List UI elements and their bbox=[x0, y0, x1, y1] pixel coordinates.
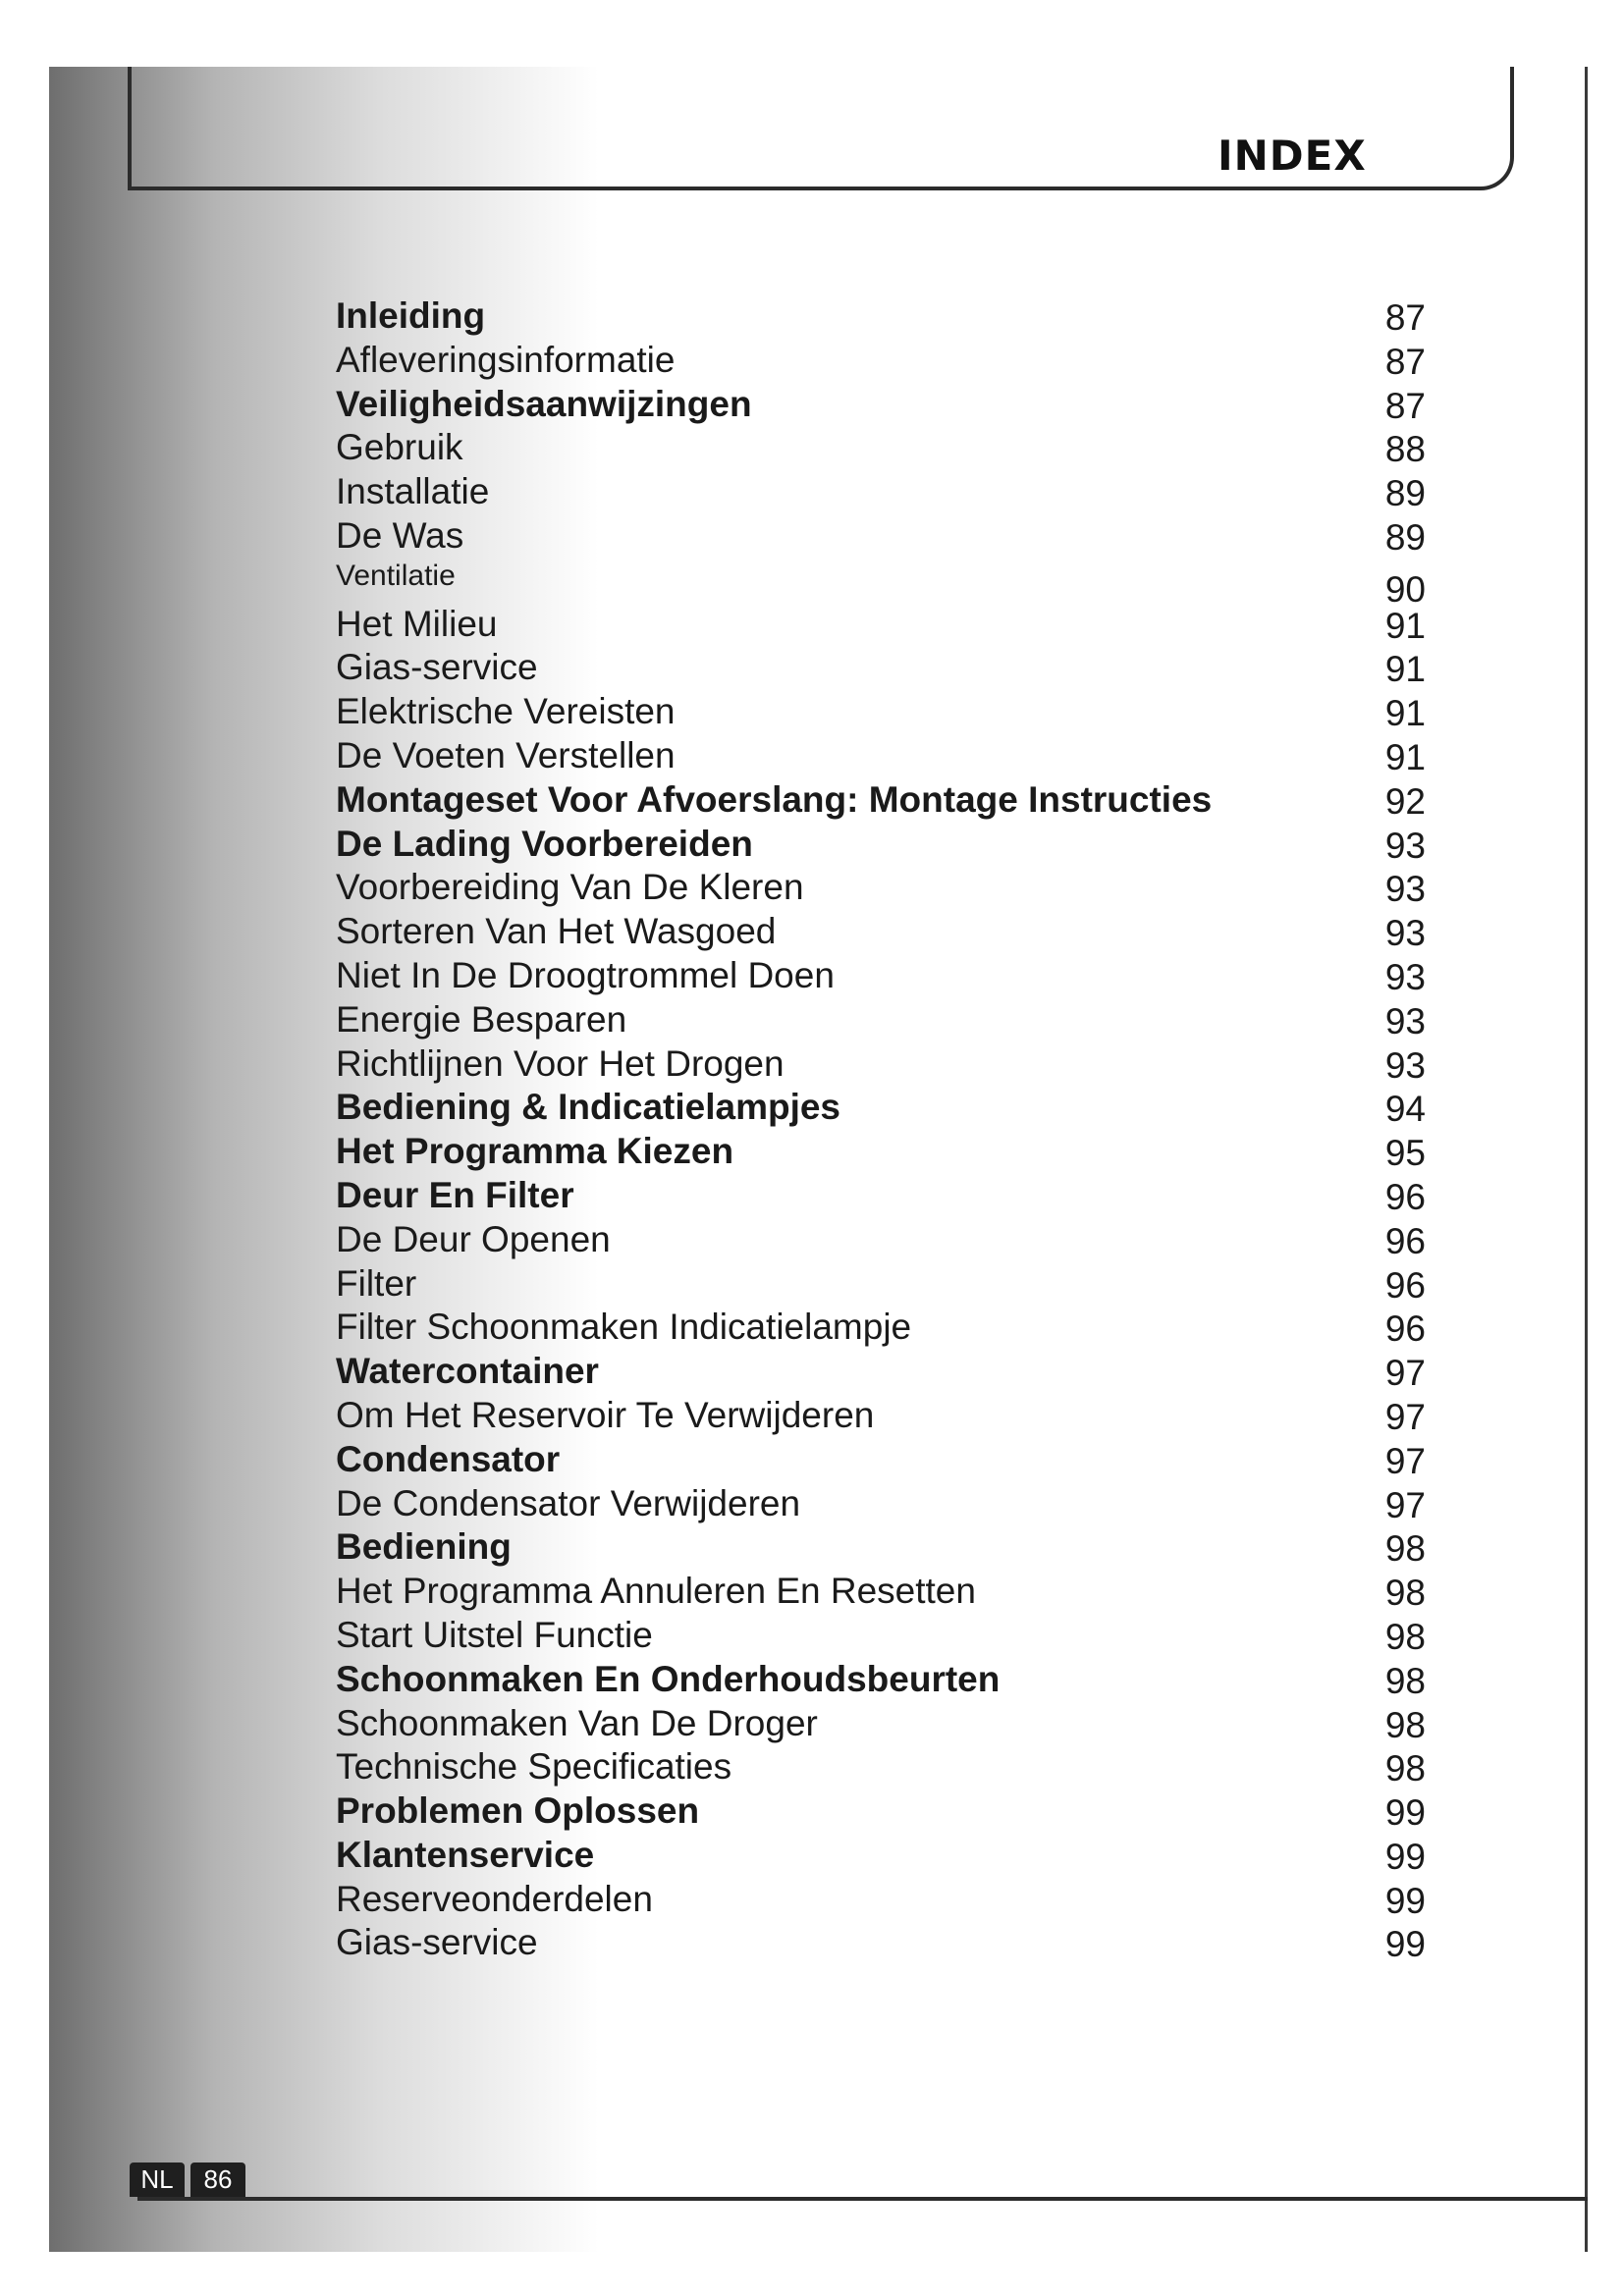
toc-entry bbox=[336, 1921, 1426, 1965]
toc-entry bbox=[336, 1218, 1426, 1262]
toc-entry bbox=[336, 426, 1426, 470]
table-of-contents bbox=[336, 294, 1426, 1965]
toc-entry-page: 96 bbox=[1384, 1264, 1426, 1306]
toc-entry bbox=[336, 910, 1426, 954]
toc-entry-page: 97 bbox=[1384, 1484, 1426, 1525]
toc-entry-page: 88 bbox=[1384, 429, 1426, 470]
toc-entry bbox=[336, 1130, 1426, 1174]
toc-entry bbox=[336, 998, 1426, 1042]
toc-entry-label: Deur En Filter bbox=[336, 1174, 574, 1215]
toc-entry bbox=[336, 734, 1426, 778]
toc-entry-page: 96 bbox=[1384, 1176, 1426, 1217]
toc-entry-label: Sorteren Van Het Wasgoed bbox=[336, 911, 777, 952]
toc-entry-page: 87 bbox=[1384, 297, 1426, 338]
toc-entry bbox=[336, 1658, 1426, 1702]
toc-entry-label: Filter Schoonmaken Indicatielampje bbox=[336, 1307, 912, 1348]
footer-tabs bbox=[130, 2163, 245, 2197]
toc-entry-page: 87 bbox=[1384, 341, 1426, 382]
toc-entry bbox=[336, 1350, 1426, 1394]
toc-entry-page: 90 bbox=[1384, 568, 1426, 610]
toc-entry-page: 97 bbox=[1384, 1353, 1426, 1394]
toc-entry bbox=[336, 1834, 1426, 1878]
toc-entry bbox=[336, 1614, 1426, 1658]
footer-rule bbox=[137, 2197, 1588, 2201]
toc-entry-page: 94 bbox=[1384, 1089, 1426, 1130]
toc-entry-page: 93 bbox=[1384, 1000, 1426, 1041]
toc-entry-page: 93 bbox=[1384, 913, 1426, 954]
toc-entry bbox=[336, 823, 1426, 867]
toc-entry-page: 98 bbox=[1384, 1660, 1426, 1701]
toc-entry-label: Niet In De Droogtrommel Doen bbox=[336, 954, 835, 995]
toc-entry bbox=[336, 1789, 1426, 1834]
toc-entry bbox=[336, 1394, 1426, 1438]
toc-entry bbox=[336, 954, 1426, 998]
toc-entry-label: Gias-service bbox=[336, 1922, 538, 1963]
toc-entry bbox=[336, 603, 1426, 647]
toc-entry bbox=[336, 1438, 1426, 1482]
toc-entry-label: Het Programma Kiezen bbox=[336, 1131, 734, 1172]
toc-entry bbox=[336, 866, 1426, 910]
toc-entry-label: Richtlijnen Voor Het Drogen bbox=[336, 1042, 785, 1084]
toc-entry bbox=[336, 1086, 1426, 1130]
language-badge: NL bbox=[130, 2163, 185, 2197]
toc-entry-label: Gebruik bbox=[336, 427, 463, 468]
toc-entry-label: Klantenservice bbox=[336, 1834, 595, 1875]
toc-entry-label: Schoonmaken Van De Droger bbox=[336, 1702, 818, 1743]
toc-entry-label: Inleiding bbox=[336, 295, 486, 336]
page-number-badge: 86 bbox=[190, 2163, 245, 2197]
toc-entry bbox=[336, 1042, 1426, 1087]
toc-entry-page: 93 bbox=[1384, 1044, 1426, 1086]
toc-entry-label: Ventilatie bbox=[336, 559, 456, 592]
toc-entry-page: 89 bbox=[1384, 516, 1426, 558]
toc-entry bbox=[336, 1525, 1426, 1570]
toc-entry-label: De Condensator Verwijderen bbox=[336, 1482, 801, 1523]
right-margin-rule bbox=[1585, 67, 1588, 2252]
toc-entry-label: Condensator bbox=[336, 1438, 561, 1479]
toc-entry-page: 93 bbox=[1384, 956, 1426, 997]
toc-entry-label: Reserveonderdelen bbox=[336, 1878, 653, 1919]
toc-entry-page: 92 bbox=[1384, 780, 1426, 822]
toc-entry-label: Start Uitstel Functie bbox=[336, 1614, 653, 1655]
toc-entry bbox=[336, 646, 1426, 690]
toc-entry-page: 93 bbox=[1384, 825, 1426, 866]
toc-entry-page: 99 bbox=[1384, 1924, 1426, 1965]
toc-entry-page: 99 bbox=[1384, 1836, 1426, 1877]
toc-entry-page: 98 bbox=[1384, 1573, 1426, 1614]
toc-entry bbox=[336, 690, 1426, 734]
toc-entry-label: Om Het Reservoir Te Verwijderen bbox=[336, 1394, 875, 1435]
toc-entry-page: 98 bbox=[1384, 1748, 1426, 1789]
toc-entry-page: 91 bbox=[1384, 736, 1426, 777]
toc-entry-label: De Voeten Verstellen bbox=[336, 734, 676, 775]
toc-entry-label: De Deur Openen bbox=[336, 1218, 611, 1259]
toc-entry-label: Technische Specificaties bbox=[336, 1746, 732, 1788]
toc-entry-page: 87 bbox=[1384, 385, 1426, 426]
toc-entry-page: 96 bbox=[1384, 1220, 1426, 1261]
toc-entry-label: Het Milieu bbox=[336, 603, 498, 644]
toc-entry bbox=[336, 383, 1426, 427]
toc-entry-page: 96 bbox=[1384, 1308, 1426, 1350]
toc-entry-page: 99 bbox=[1384, 1880, 1426, 1921]
toc-entry-page: 99 bbox=[1384, 1792, 1426, 1834]
toc-entry-page: 93 bbox=[1384, 869, 1426, 910]
toc-entry-page: 91 bbox=[1384, 649, 1426, 690]
toc-entry-label: Schoonmaken En Onderhoudsbeurten bbox=[336, 1658, 1001, 1699]
toc-entry-label: Voorbereiding Van De Kleren bbox=[336, 867, 804, 908]
toc-entry bbox=[336, 470, 1426, 514]
toc-entry-label: Montageset Voor Afvoerslang: Montage Instructies bbox=[336, 778, 1213, 820]
toc-entry-page: 91 bbox=[1384, 693, 1426, 734]
toc-entry-label: Watercontainer bbox=[336, 1351, 599, 1392]
toc-entry bbox=[336, 514, 1426, 559]
toc-entry-page: 98 bbox=[1384, 1704, 1426, 1745]
toc-entry-label: Afleveringsinformatie bbox=[336, 339, 676, 380]
toc-entry-label: Veiligheidsaanwijzingen bbox=[336, 383, 752, 424]
toc-entry-label: Gias-service bbox=[336, 647, 538, 688]
toc-entry-label: Filter bbox=[336, 1262, 417, 1304]
toc-entry bbox=[336, 1570, 1426, 1614]
toc-entry-page: 97 bbox=[1384, 1396, 1426, 1437]
toc-entry-label: Bediening & Indicatielampjes bbox=[336, 1087, 841, 1128]
toc-entry bbox=[336, 778, 1426, 823]
toc-entry bbox=[336, 1702, 1426, 1746]
toc-entry-label: Problemen Oplossen bbox=[336, 1790, 700, 1832]
toc-entry-page: 98 bbox=[1384, 1616, 1426, 1657]
toc-entry bbox=[336, 1262, 1426, 1307]
toc-entry-page: 95 bbox=[1384, 1133, 1426, 1174]
toc-entry-label: Bediening bbox=[336, 1526, 512, 1568]
page-title: INDEX bbox=[1218, 132, 1367, 180]
toc-entry-label: Installatie bbox=[336, 471, 490, 512]
toc-entry bbox=[336, 339, 1426, 383]
toc-entry bbox=[336, 1878, 1426, 1922]
toc-entry bbox=[336, 559, 1426, 610]
toc-entry bbox=[336, 294, 1426, 339]
toc-entry-page: 91 bbox=[1384, 605, 1426, 646]
toc-entry-page: 97 bbox=[1384, 1440, 1426, 1481]
toc-entry-label: Elektrische Vereisten bbox=[336, 691, 676, 732]
toc-entry bbox=[336, 1482, 1426, 1526]
toc-entry-label: Het Programma Annuleren En Resetten bbox=[336, 1571, 976, 1612]
toc-entry-label: De Lading Voorbereiden bbox=[336, 823, 753, 864]
toc-entry bbox=[336, 1745, 1426, 1789]
toc-entry bbox=[336, 1306, 1426, 1350]
toc-entry-label: De Was bbox=[336, 514, 464, 556]
toc-entry bbox=[336, 1174, 1426, 1218]
toc-entry-page: 89 bbox=[1384, 473, 1426, 514]
toc-entry-label: Energie Besparen bbox=[336, 998, 627, 1040]
toc-entry-page: 98 bbox=[1384, 1528, 1426, 1570]
